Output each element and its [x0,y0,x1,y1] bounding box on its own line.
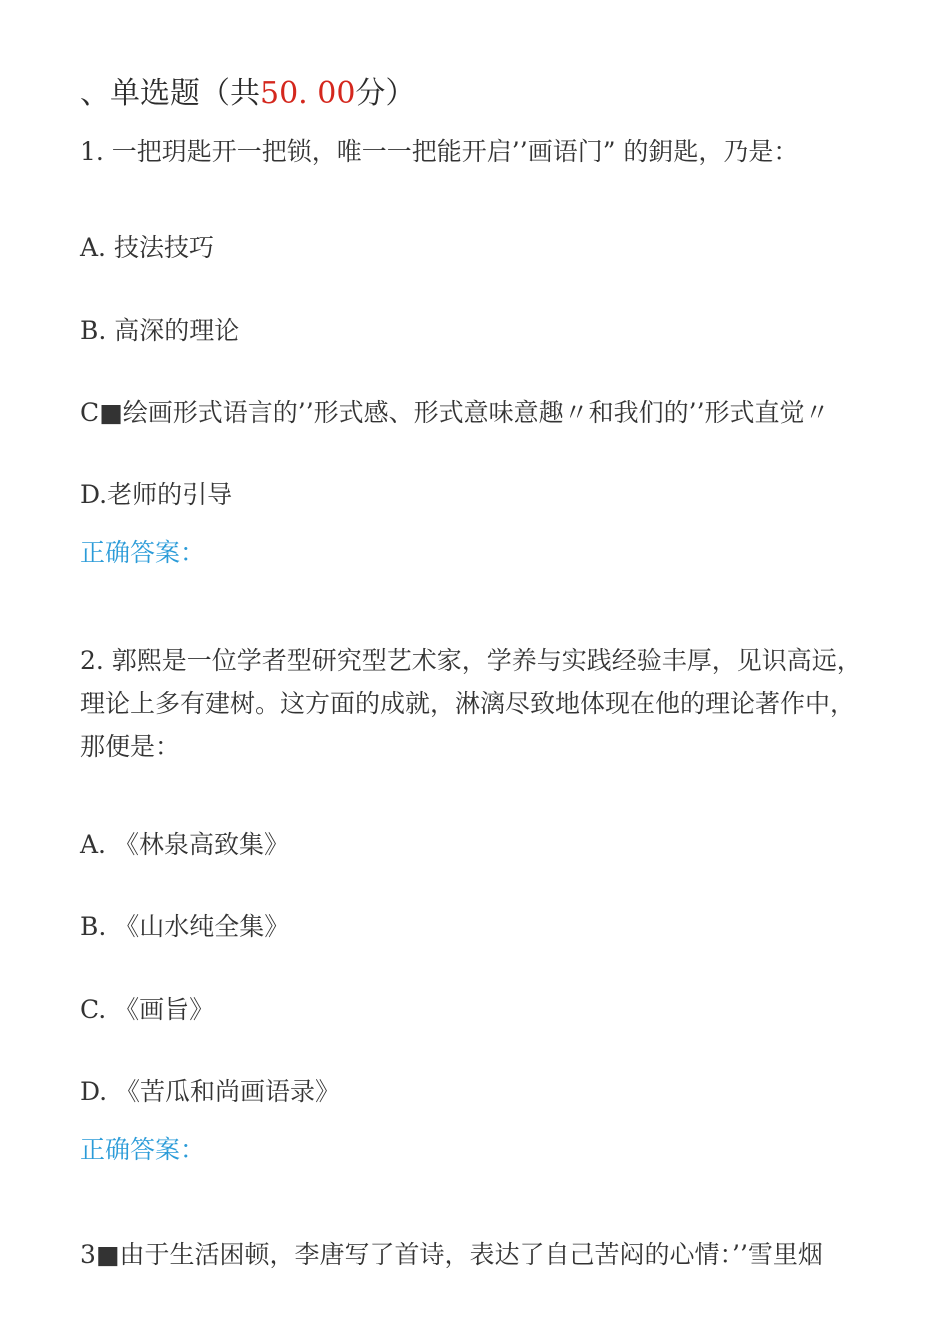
question-1-option-c: C■绘画形式语言的’’形式感、形式意味意趣〃和我们的’’形式直觉〃 [80,398,830,427]
question-1-option-a: A. 技法技巧 [80,233,214,262]
question-2-stem-line-2: 理论上多有建树。这方面的成就，淋漓尽致地体现在他的理论著作中， [80,689,856,718]
question-2-option-c: C. 《画旨》 [80,995,215,1024]
question-1-option-d: D.老师的引导 [80,480,233,509]
section-heading-suffix: 分） [355,76,416,111]
question-2-stem-line-1: 2. 郭熙是一位学者型研究型艺术家，学养与实践经验丰厚，见识高远， [80,646,862,675]
question-2-option-d: D. 《苦瓜和尚画语录》 [80,1077,341,1106]
question-2-stem-line-3: 那便是： [80,732,181,761]
question-2-option-a: A. 《林泉高致集》 [80,830,289,859]
question-1-answer-label: 正确答案： [80,538,206,567]
question-1-stem: 1. 一把玥匙开一把锁，唯一一把能开启’’画语门” 的鈅匙，乃是： [80,137,799,166]
question-1-option-b: B. 高深的理论 [80,316,240,345]
question-3-stem: 3■由于生活困顿，李唐写了首诗，表达了自己苦闷的心情：’’雪里烟 [80,1240,823,1269]
question-2-answer-label: 正确答案： [80,1135,206,1164]
section-heading-prefix: 、单选题（共 [80,76,260,111]
question-2-option-b: B. 《山水纯全集》 [80,912,290,941]
section-score: 50. 00 [260,76,356,111]
section-heading [80,74,415,114]
